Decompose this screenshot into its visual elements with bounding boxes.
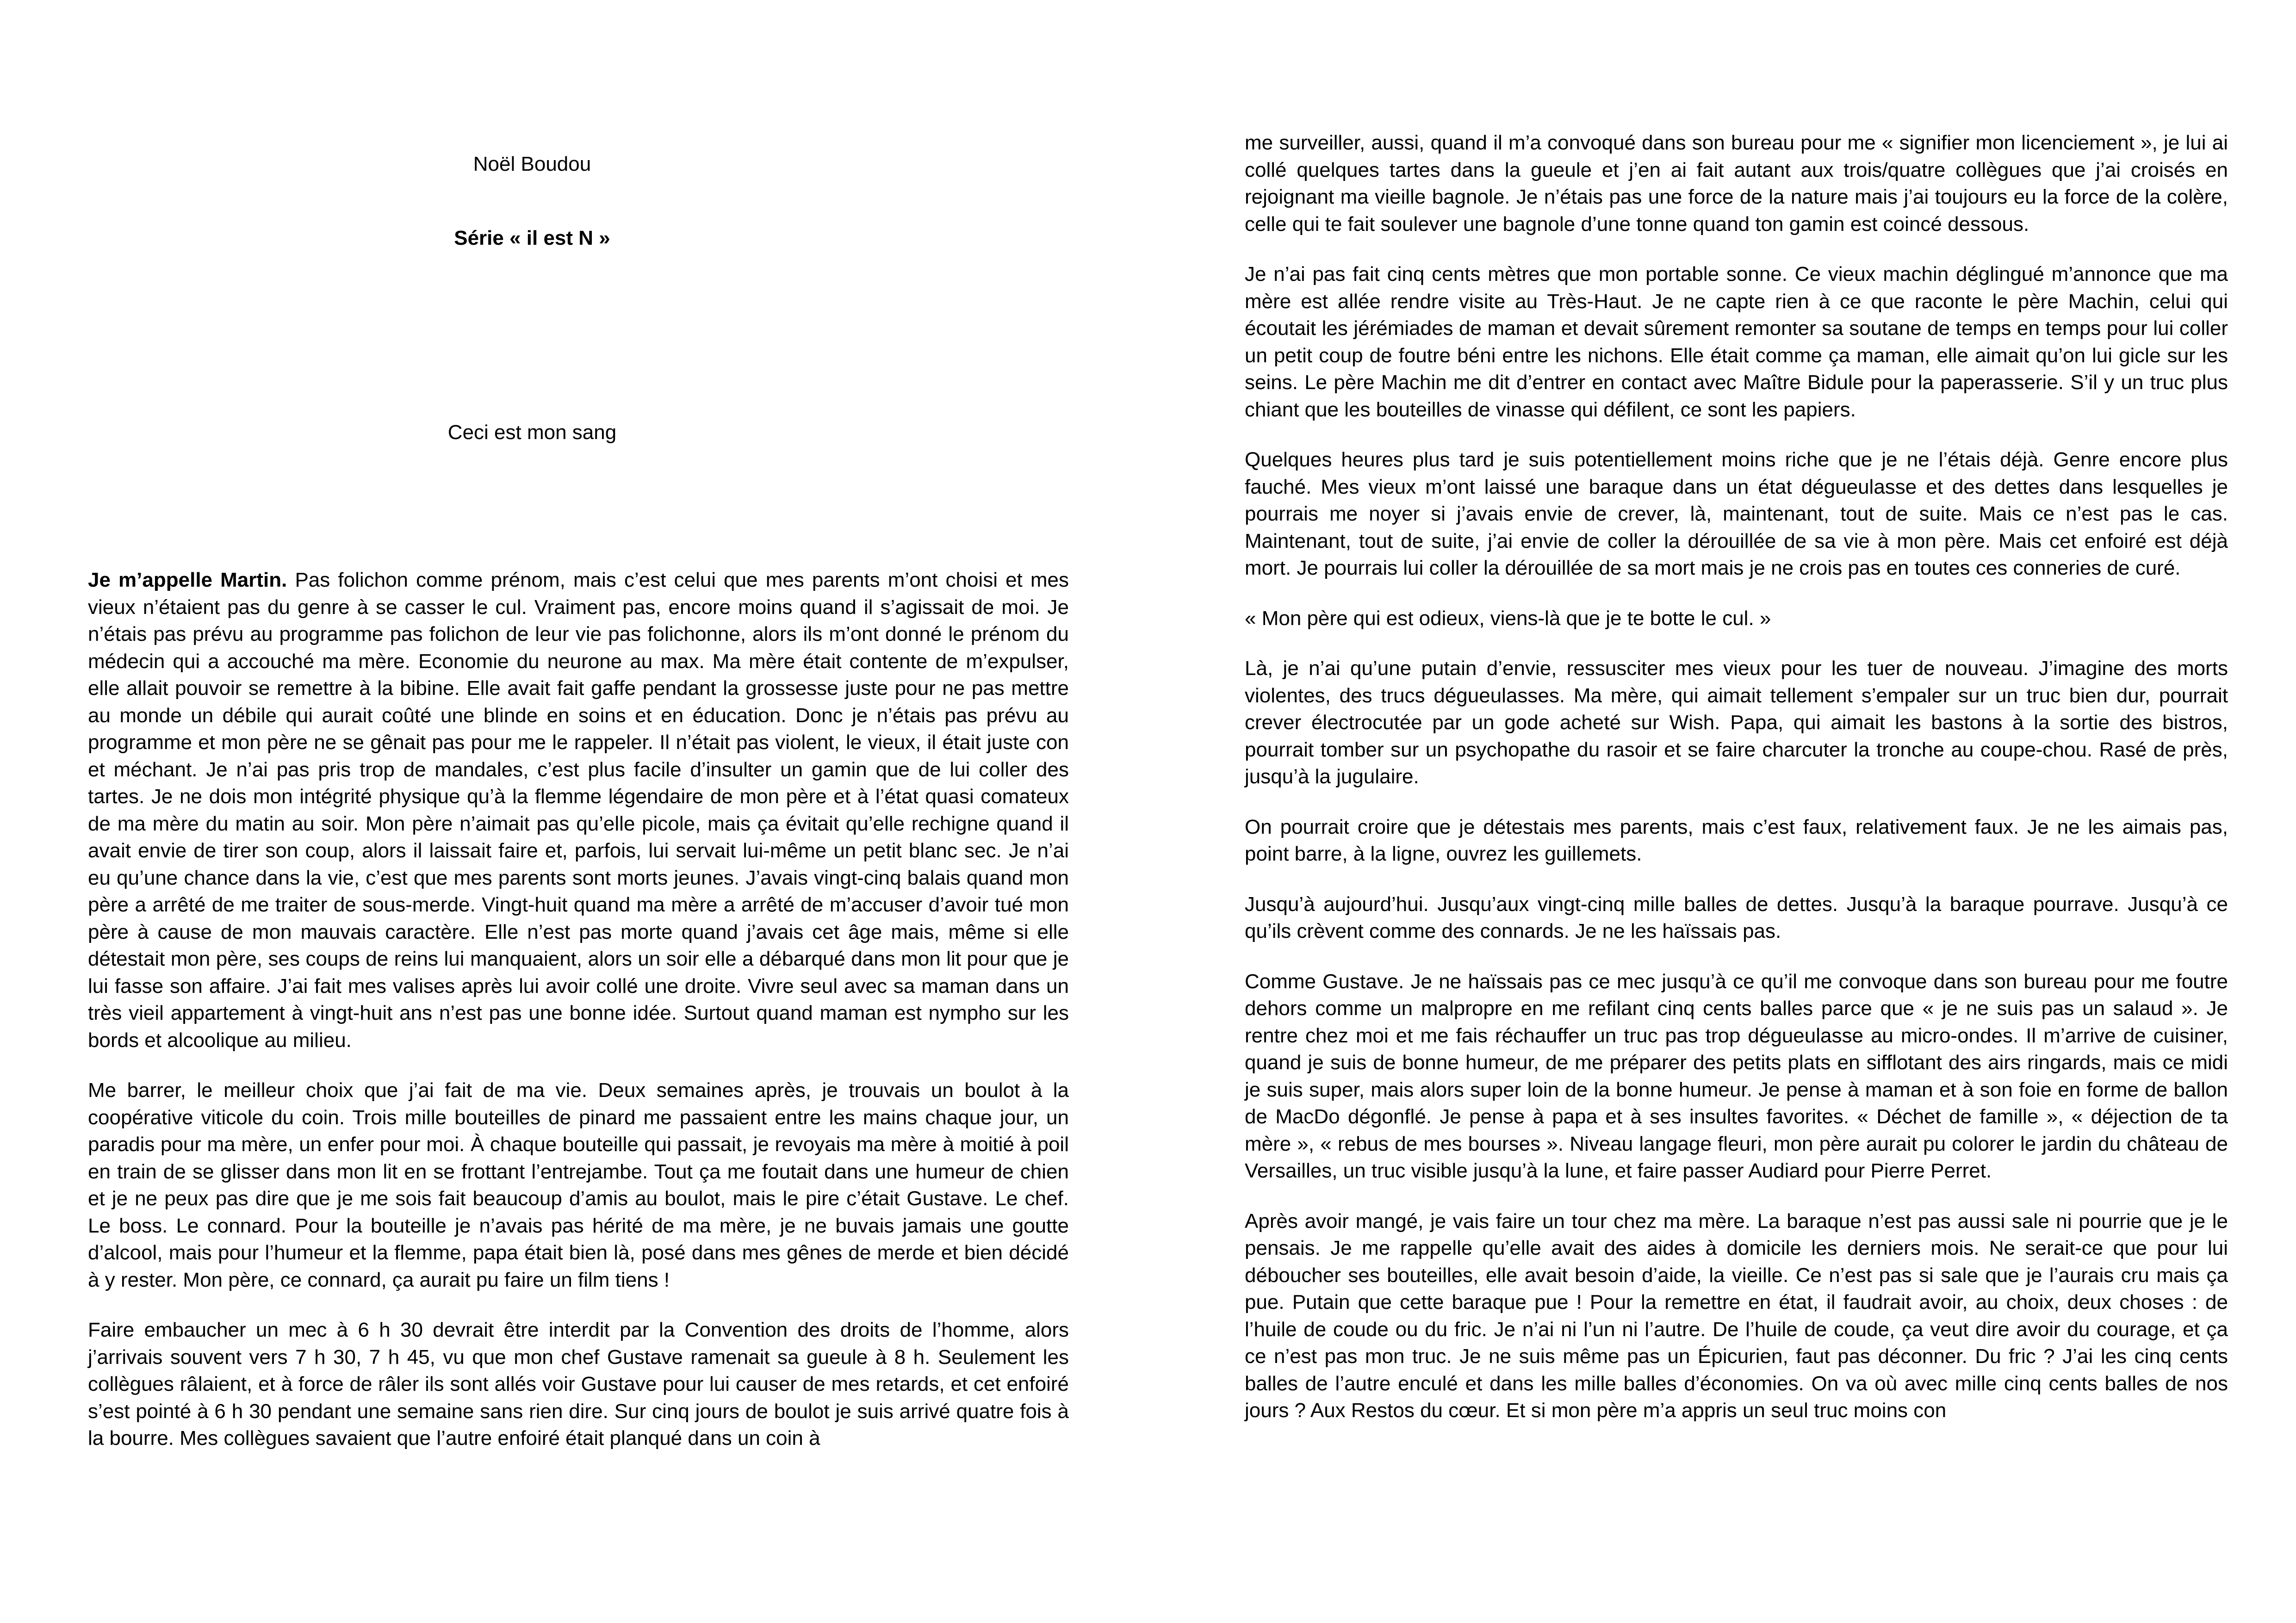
paragraph: On pourrait croire que je détestais mes parents, mais c’est faux, relativement faux. Je ne les aimais pas, point barre, à la ligne, ouvrez les guillemets. — [1245, 815, 2228, 865]
paragraph: Jusqu’à aujourd’hui. Jusqu’aux vingt-cinq mille balles de dettes. Jusqu’à la baraque pourrave. Jusqu’à ce qu’ils crèvent comme des connards. Je ne les haïssais pas. — [1245, 892, 2228, 942]
paragraph: Comme Gustave. Je ne haïssais pas ce mec jusqu’à ce qu’il me convoque dans son bureau pour me foutre dehors comme un malpropre en me refilant cinq cents balles parce que « je ne suis pas un salaud ». Je rentre chez moi et me fais réchauffer un truc pas trop dégueulasse au micro-ondes. Il m’arrive de cuisiner, quand je suis de bonne humeur, de me préparer des petits plats en sifflotant des airs ringards, mais ce midi je suis super, mais alors super loin de la bonne humeur. Je pense à maman et à son foie en forme de ballon de MacDo dégonflé. Je pense à papa et à ses insultes favorites. « Déchet de famille », « déjection de ta mère », « rebus de mes bourses ». Niveau langage fleuri, mon père aurait pu colorer le jardin du château de Versailles, un truc visible jusqu’à la lune, et faire passer Audiard pour Pierre Perret. — [1245, 970, 2228, 1182]
paragraph: Faire embaucher un mec à 6 h 30 devrait être interdit par la Convention des droits de l’homme, alors j’arrivais souvent vers 7 h 30, 7 h 45, vu que mon chef Gustave ramenait sa gueule à 8 h. Seulement les collègues râlaient, et à force de râler ils sont allés voir Gustave pour lui causer de mes retards, et cet enfoiré s’est pointé à 6 h 30 pendant une semaine sans rien dire. Sur cinq jours de boulot je suis arrivé quatre fois à la bourre. Mes collègues savaient que l’autre enfoiré était planqué dans un coin à — [88, 1319, 1069, 1450]
paragraph: Quelques heures plus tard je suis potentiellement moins riche que je ne l’étais déjà. Genre encore plus fauché. Mes vieux m’ont laissé une baraque dans un état dégueulasse et des dettes dans lesquelles je pourrais me noyer si j’avais envie de crever, là, maintenant, tout de suite. Mais ce n’est pas le cas. Maintenant, tout de suite, j’ai envie de coller la dérouillée de sa vie à mon père. Mais cet enfoiré est déjà mort. Je pourrais lui coller la dérouillée de sa mort mais je ne crois pas en toutes ces conneries de curé. — [1245, 448, 2228, 579]
paragraph: Me barrer, le meilleur choix que j’ai fait de ma vie. Deux semaines après, je trouvais un boulot à la coopérative viticole du coin. Trois mille bouteilles de pinard me passaient entre les mains chaque jour, un paradis pour ma mère, un enfer pour moi. À chaque bouteille qui passait, je revoyais ma mère à moitié à poil en train de se glisser dans mon lit en se frottant l’entrejambe. Tout ça me foutait dans une humeur de chien et je ne peux pas dire que je me sois fait beaucoup d’amis au boulot, mais le pire c’était Gustave. Le chef. Le boss. Le connard. Pour la bouteille je n’avais pas hérité de ma mère, je ne buvais jamais une goutte d’alcool, mais pour l’humeur et la flemme, papa était bien là, posé dans mes gênes de merde et bien décidé à y rester. Mon père, ce connard, ça aurait pu faire un film tiens ! — [88, 1079, 1069, 1291]
paragraph-text: Pas folichon comme prénom, mais c’est celui que mes parents m’ont choisi et mes vieux n’étaient pas du genre à se casser le cul. Vraiment pas, encore moins quand il s’agissait de moi. Je n’étais pas prévu au programme pas folichon de leur vie pas folichonne, alors ils m’ont donné le prénom du médecin qui a accouché ma mère. Economie du neurone au max. Ma mère était contente de m’expulser, elle allait pouvoir se remettre à la bibine. Elle avait fait gaffe pendant la grossesse juste pour ne pas mettre au monde un débile qui aurait coûté une blinde en soins et en éducation. Donc je n’étais pas prévu au programme et mon père ne se gênait pas pour me le rappeler. Il n’était pas violent, le vieux, il était juste con et méchant. Je n’ai pas pris trop de mandales, c’est plus facile d’insulter un gamin que de lui coller des tartes. Je ne dois mon intégrité physique qu’à la flemme légendaire de mon père et à l’état quasi comateux de ma mère du matin au soir. Mon père n’aimait pas qu’elle picole, mais ça évitait qu’elle rechigne quand il avait envie de tirer son coup, alors il laissait faire et, parfois, lui servait lui-même un petit blanc sec. Je n’ai eu qu’une chance dans la vie, c’est que mes parents sont morts jeunes. J’avais vingt-cinq balais quand mon père a arrêté de me traiter de sous-merde. Vingt-huit quand ma mère a arrêté de m’accuser d’avoir tué mon père à cause de mon mauvais caractère. Elle n’est pas morte quand j’avais cet âge mais, même si elle détestait mon père, ses coups de reins lui manquaient, alors un soir elle a débarqué dans mon lit pour que je lui fasse son affaire. J’ai fait mes valises après lui avoir collé une droite. Vivre seul avec sa maman dans un très vieil appartement à vingt-huit ans n’est pas une bonne idée. Surtout quand maman est nympho sur les bords et alcoolique au milieu. — [88, 569, 1069, 1052]
paragraph: me surveiller, aussi, quand il m’a convoqué dans son bureau pour me « signifier mon licenciement », je lui ai collé quelques tartes dans la gueule et j’en ai fait autant aux trois/quatre collègues que j’ai croisés en rejoignant ma vieille bagnole. Je n’étais pas une force de la nature mais j’ai toujours eu la force de la colère, celle qui te fait soulever une bagnole d’une tonne quand ton gamin est coincé dessous. — [1245, 131, 2228, 235]
paragraph: « Mon père qui est odieux, viens-là que je te botte le cul. » — [1245, 607, 1771, 630]
paragraph: Après avoir mangé, je vais faire un tour chez ma mère. La baraque n’est pas aussi sale ni pourrie que je le pensais. Je me rappelle qu’elle avait des aides à domicile les derniers mois. Ne serait-ce que pour lui déboucher ses bouteilles, elle avait besoin d’aide, la vieille. Ce n’est pas si sale que je l’aurais cru mais ça pue. Putain que cette baraque pue ! Pour la remettre en état, il faudrait avoir, au choix, deux choses : de l’huile de coude ou du fric. Je n’ai ni l’un ni l’autre. De l’huile de coude, ça veut dire avoir du courage, et ça ce n’est pas mon truc. Je ne suis même pas un Épicurien, faut pas déconner. Du fric ? J’ai les cinq cents balles de l’autre enculé et dans les mille balles d’économies. On va où avec mille cinq cents balles de nos jours ? Aux Restos du cœur. Et si mon père m’a appris un seul truc moins con — [1245, 1209, 2228, 1422]
paragraph-lead: Je m’appelle Martin. — [88, 569, 287, 591]
series-title: Série « il est N » — [454, 227, 610, 249]
left-body — [88, 567, 1069, 1475]
paragraph: Je n’ai pas fait cinq cents mètres que mon portable sonne. Ce vieux machin déglingué m’annonce que ma mère est allée rendre visite au Très-Haut. Je ne capte rien à ce que raconte le père Machin, celui qui écoutait les jérémiades de maman et devait sûrement remonter sa soutane de temps en temps pour lui coller un petit coup de foutre béni entre les nichons. Elle était comme ça maman, elle aimait qu’on lui gicle sur les seins. Le père Machin me dit d’entrer en contact avec Maître Bidule pour la paperasserie. S’il y un truc plus chiant que les bouteilles de vinasse qui défilent, ce sont les papiers. — [1245, 263, 2228, 421]
right-page — [1245, 0, 2228, 1623]
right-body — [1245, 130, 2228, 1448]
paragraph — [88, 567, 1069, 1054]
left-page — [88, 0, 1069, 1623]
paragraph: Là, je n’ai qu’une putain d’envie, ressusciter mes vieux pour les tuer de nouveau. J’imagine des morts violentes, des trucs dégueulasses. Ma mère, qui aimait tellement s’empaler sur un truc bien dur, pourrait crever électrocutée par un gode acheté sur Wish. Papa, qui aimait les bastons à la sortie des bistros, pourrait tomber sur un psychopathe du rasoir et se faire charcuter la tronche au coupe-chou. Rasé de près, jusqu’à la jugulaire. — [1245, 657, 2228, 788]
chapter-title: Ceci est mon sang — [447, 421, 617, 444]
author-name: Noël Boudou — [473, 153, 591, 175]
